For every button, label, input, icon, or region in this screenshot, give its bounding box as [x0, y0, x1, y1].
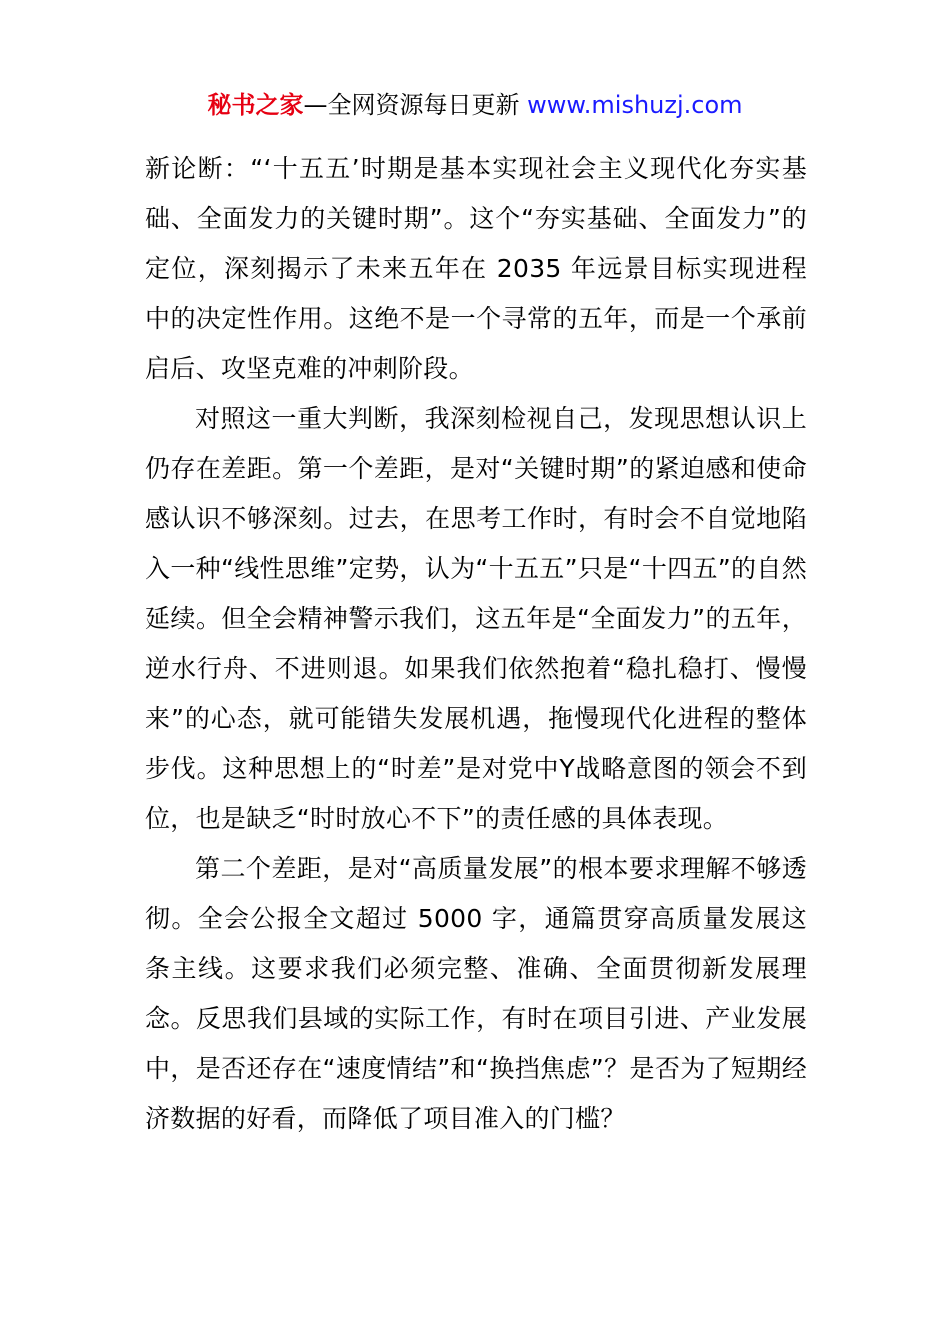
paragraph-1: 新论断：“‘十五五’时期是基本实现社会主义现代化夯实基础、全面发力的关键时期”。这个“夯实基础、全面发力”的定位，深刻揭示了未来五年在 2035 年远景目标实现进程中的决定性作用。这绝不是一个寻常的五年，而是一个承前启后、攻坚克难的冲刺阶段。	[145, 154, 807, 383]
site-url-link[interactable]: www.mishuzj.com	[527, 91, 743, 119]
document-body	[145, 144, 807, 1144]
paragraph-3: 第二个差距，是对“高质量发展”的根本要求理解不够透彻。全会公报全文超过 5000 字，通篇贯穿高质量发展这条主线。这要求我们必须完整、准确、全面贯彻新发展理念。反思我们县域的实际工作，有时在项目引进、产业发展中，是否还存在“速度情结”和“换挡焦虑”？是否为了短期经济数据的好看，而降低了项目准入的门槛？	[145, 854, 807, 1133]
site-header	[0, 88, 950, 122]
site-tagline: —全网资源每日更新	[303, 91, 528, 119]
site-brand: 秘书之家	[207, 91, 304, 119]
paragraph-2: 对照这一重大判断，我深刻检视自己，发现思想认识上仍存在差距。第一个差距，是对“关键时期”的紧迫感和使命感认识不够深刻。过去，在思考工作时，有时会不自觉地陷入一种“线性思维”定势，认为“十五五”只是“十四五”的自然延续。但全会精神警示我们，这五年是“全面发力”的五年，逆水行舟、不进则退。如果我们依然抱着“稳扎稳打、慢慢来”的心态，就可能错失发展机遇，拖慢现代化进程的整体步伐。这种思想上的“时差”是对党中Y战略意图的领会不到位，也是缺乏“时时放心不下”的责任感的具体表现。	[145, 404, 807, 833]
